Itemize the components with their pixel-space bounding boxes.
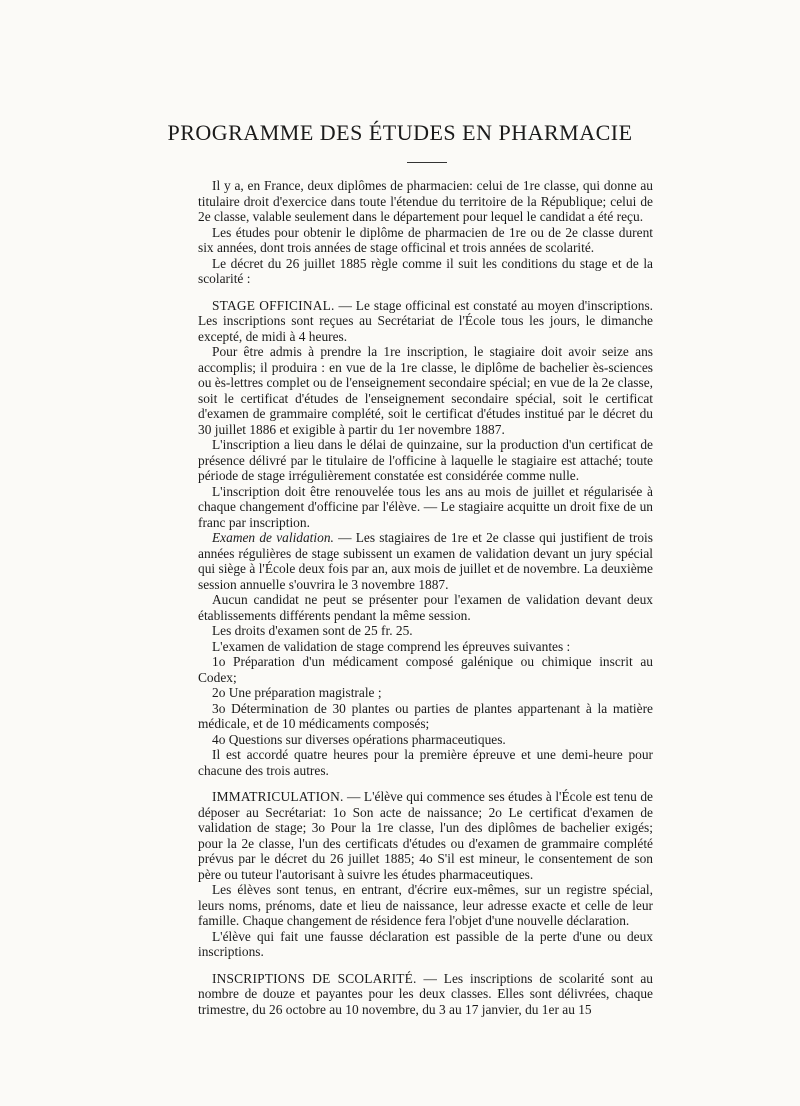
validation-label: Examen de validation. <box>212 530 334 545</box>
stage-paragraph-7: Les droits d'examen sont de 25 fr. 25. <box>212 623 413 638</box>
stage-heading: STAGE OFFICINAL. <box>212 297 335 313</box>
immat-paragraph-2: Les élèves sont tenus, en entrant, d'écrire eux-mêmes, sur un registre spécial, leurs noms, prénoms, date et lieu de naissance, leur adresse exacte et celle de leur famille. Chaque changement de résidence fera l'objet d'une nouvelle déclaration. <box>198 882 653 928</box>
stage-paragraph-3: L'inscription a lieu dans le délai de quinzaine, sur la production d'un certificat de présence délivré par le titulaire de l'officine à laquelle le stagiaire est attaché; toute période de stage irrégulièrement constatée est considérée comme nulle. <box>198 437 653 483</box>
exam-item-1: 1o Préparation d'un médicament composé galénique ou chimique inscrit au Codex; <box>198 654 653 685</box>
immat-heading: IMMATRICULATION. <box>212 789 344 804</box>
intro-paragraph-1: Il y a, en France, deux diplômes de pharmacien: celui de 1re classe, qui donne au titulaire droit d'exercice dans toute l'étendue du territoire de la République; celui de 2e classe, valable seulement dans le département pour lequel le candidat a été reçu. <box>198 178 653 224</box>
stage-paragraph-1 <box>198 298 653 345</box>
stage-paragraph-2: Pour être admis à prendre la 1re inscription, le stagiaire doit avoir seize ans accomplis; il produira : en vue de la 1re classe, le diplôme de bachelier ès-sciences ou ès-lettres complet ou de l'enseignement secondaire spécial; en vue de la 2e classe, soit le certificat d'études de l'enseignement secondaire spécial, soit le certificat d'examen de grammaire complété, soit le certificat d'études institué par le décret du 30 juillet 1886 et exigible à partir du 1er novembre 1887. <box>198 344 653 437</box>
immat-paragraph-3: L'élève qui fait une fausse déclaration est passible de la perte d'une ou deux inscriptions. <box>198 928 653 959</box>
exam-item-4: 4o Questions sur diverses opérations pharmaceutiques. <box>212 731 506 747</box>
validation-paragraph <box>198 530 653 592</box>
exam-item-2: 2o Une préparation magistrale ; <box>212 685 382 700</box>
inscriptions-text-1: — Les inscriptions de scolarité sont au nombre de douze et payantes pour les deux classes. Elles sont délivrées, chaque trimestre, du 26 octobre au 10 novembre, du 3 au 17 janvier, du 1er au 15 <box>198 970 654 1017</box>
immat-text-1: — L'élève qui commence ses études à l'École est tenu de déposer au Secrétariat: 1o Son acte de naissance; 2o Le certificat d'examen de validation de stage; 3o Pour la 1re classe, l'un des diplômes de bachelier exigés; pour la 2e classe, l'un des certificats d'études ou d'examen de grammaire complété prévus par le décret du 26 juillet 1885; 4o S'il est mineur, le consentement de son père ou tuteur l'autorisant à suivre les études pharmaceutiques. <box>198 789 653 882</box>
stage-text-1: — Le stage officinal est constaté au moyen d'inscriptions. Les inscriptions sont reçues au Secrétariat de l'École tous les jours, le dimanche excepté, de midi à 4 heures. <box>198 297 654 344</box>
inscriptions-heading: INSCRIPTIONS DE SCOLARITÉ. <box>212 970 417 986</box>
immat-paragraph-1 <box>198 789 653 882</box>
stage-paragraph-6: Aucun candidat ne peut se présenter pour l'examen de validation devant deux établissements différents pendant la même session. <box>198 592 653 623</box>
stage-paragraph-8: L'examen de validation de stage comprend les épreuves suivantes : <box>212 638 571 654</box>
stage-paragraph-4: L'inscription doit être renouvelée tous les ans au mois de juillet et régularisée à chaque changement d'officine par l'élève. — Le stagiaire acquitte un droit fixe de un franc par inscription. <box>198 483 653 530</box>
intro-paragraph-2: Les études pour obtenir le diplôme de pharmacien de 1re ou de 2e classe durent six années, dont trois années de stage officinal et trois années de scolarité. <box>198 224 653 255</box>
inscriptions-paragraph-1 <box>198 971 653 1018</box>
page-title: PROGRAMME DES ÉTUDES EN PHARMACIE <box>167 120 633 145</box>
intro-paragraph-3: Le décret du 26 juillet 1885 règle comme il suit les conditions du stage et de la scolarité : <box>198 255 653 286</box>
title-rule <box>407 162 447 163</box>
exam-item-3: 3o Détermination de 30 plantes ou parties de plantes appartenant à la matière médicale, et de 10 médicaments composés; <box>198 700 653 731</box>
stage-paragraph-9: Il est accordé quatre heures pour la première épreuve et une demi-heure pour chacune des trois autres. <box>198 747 653 778</box>
validation-text: — Les stagiaires de 1re et 2e classe qui justifient de trois années régulières de stage subissent un examen de validation devant un jury spécial qui siège à l'École deux fois par an, aux mois de juillet et de novembre. La deuxième session annuelle s'ouvrira le 3 novembre 1887. <box>198 530 653 592</box>
document-body <box>198 178 653 1017</box>
